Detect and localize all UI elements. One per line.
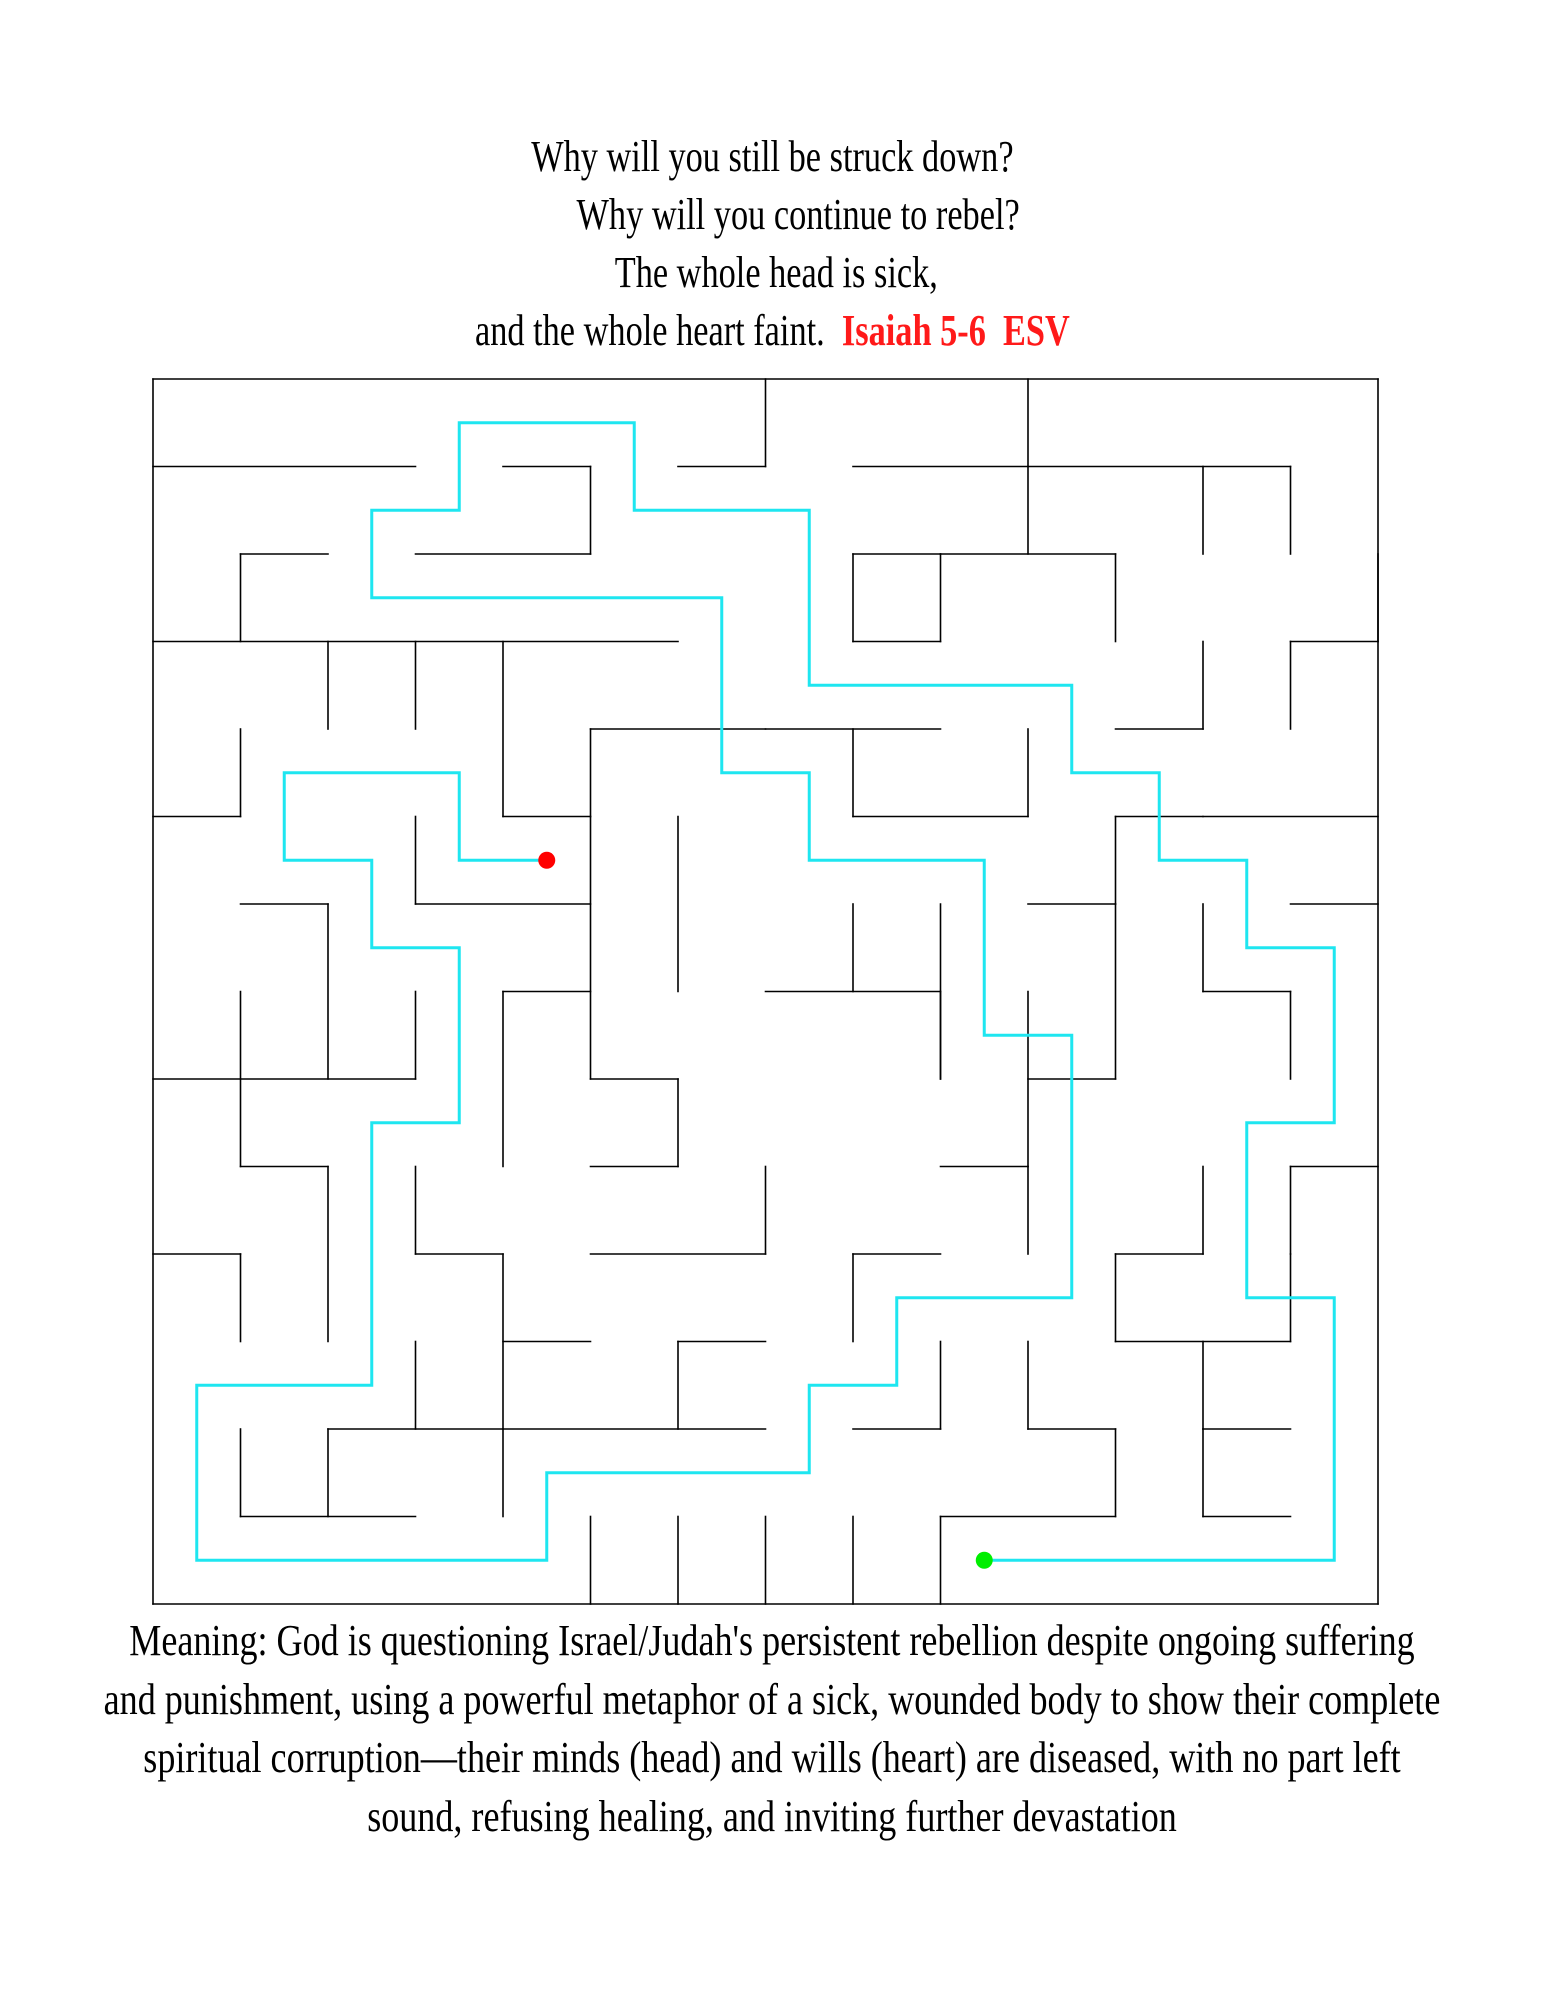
maze-walls [153,379,1378,1604]
meaning-paragraph [100,1612,1445,1846]
verse-line-4-text: and the whole heart faint. [474,306,825,355]
verse-line-1: Why will you still be struck down? [531,132,1014,181]
verse-line-3: The whole head is sick, [614,248,938,297]
maze-start-marker [538,852,555,869]
verse-line-2: Why will you continue to rebel? [576,190,1020,239]
scripture-reference: Isaiah 5-6 ESV [841,306,1070,355]
maze-end-marker [976,1552,993,1569]
meaning-text: Meaning: God is questioning Israel/Judah's persistent rebellion despite ongoing suffering and punishment, using a powerful metaphor of a sick, wounded body to show their complete spiritual corruption—their minds (head) and wills (heart) are diseased, with no part left sound, refusing healing, and inviting further devastation [103,1616,1441,1841]
